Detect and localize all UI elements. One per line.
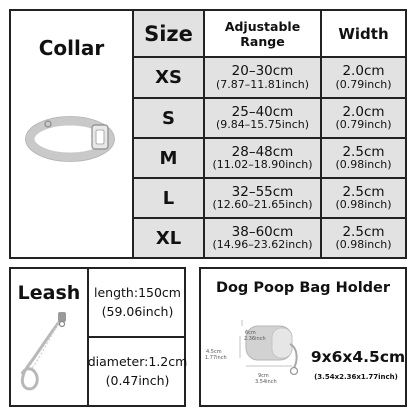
range-cm: 28–48cm — [231, 143, 294, 160]
width-inch: (0.98inch) — [335, 158, 392, 172]
range-cm: 25–40cm — [231, 103, 294, 120]
leash-length-cm: length:150cm — [94, 285, 181, 301]
bag-holder-title: Dog Poop Bag Holder — [215, 280, 391, 296]
width-cm: 2.0cm — [342, 103, 385, 120]
dim-depth-cm: 4.5cm — [206, 349, 222, 355]
width-cm: 2.5cm — [342, 223, 385, 240]
range-inch: (11.02–18.90inch) — [212, 158, 313, 172]
width-inch: (0.79inch) — [335, 118, 392, 132]
leash-ring — [60, 322, 65, 327]
size-cell: XL — [155, 227, 182, 249]
dim-depth-inch-label — [205, 355, 227, 361]
leash-rope-strand — [32, 318, 62, 368]
leash-length — [89, 269, 186, 336]
leash-title: Leash — [17, 282, 81, 304]
range-inch: (7.87–11.81inch) — [215, 77, 310, 91]
range-cell — [205, 179, 320, 217]
dim-height-inch-label — [244, 336, 266, 342]
leash-diameter — [89, 338, 186, 405]
width-cell — [322, 58, 405, 97]
bag-holder-dims-inch: (3.54x2.36x1.77inch) — [314, 373, 398, 381]
collar-title: Collar — [38, 36, 105, 60]
range-header: Adjustable Range — [224, 18, 301, 49]
collar-buckle-center — [96, 130, 104, 144]
bag-holder-face — [272, 328, 292, 358]
size-cell: L — [162, 187, 175, 209]
leash-length-inch: (59.06inch) — [101, 303, 174, 319]
range-inch: (12.60–21.65inch) — [212, 198, 313, 212]
range-inch: (9.84–15.75inch) — [215, 118, 310, 132]
width-cell — [322, 99, 405, 137]
range-inch: (14.96–23.62inch) — [212, 238, 313, 252]
dim-width-inch: 3.54inch — [255, 379, 277, 385]
leash-image — [14, 312, 84, 404]
size-cell: XS — [155, 67, 182, 88]
width-cell — [322, 139, 405, 177]
width-inch: (0.79inch) — [335, 77, 392, 91]
width-cm: 2.5cm — [342, 143, 385, 160]
dim-width-inch-label — [255, 379, 277, 385]
dim-height-cm: 6cm — [245, 330, 256, 336]
range-cell — [205, 139, 320, 177]
bag-holder-image — [232, 318, 312, 384]
collar-image — [22, 108, 122, 170]
range-cm: 38–60cm — [231, 223, 294, 240]
leash-diameter-inch: (0.47inch) — [105, 372, 170, 388]
range-cell — [205, 219, 320, 257]
leash-diameter-cm: diameter:1.2cm — [87, 354, 188, 370]
range-cell — [205, 58, 320, 97]
size-cell: M — [159, 147, 178, 169]
width-cm: 2.5cm — [342, 183, 385, 200]
range-cm: 32–55cm — [231, 183, 294, 200]
bag-holder-clip — [291, 368, 298, 375]
dim-width-cm: 9cm — [258, 373, 269, 379]
width-header: Width — [338, 24, 389, 43]
size-cell: S — [162, 107, 175, 129]
width-inch: (0.98inch) — [335, 198, 392, 212]
bag-holder-dims: 9x6x4.5cm — [310, 348, 406, 366]
width-cell — [322, 219, 405, 257]
dim-depth-inch: 1.77inch — [205, 355, 227, 361]
width-inch: (0.98inch) — [335, 238, 392, 252]
dim-height-inch: 2.36inch — [244, 336, 266, 342]
size-header: Size — [144, 21, 193, 46]
width-cell — [322, 179, 405, 217]
range-cell — [205, 99, 320, 137]
width-cm: 2.0cm — [342, 63, 385, 80]
range-cm: 20–30cm — [231, 63, 294, 80]
leash-clip — [58, 312, 66, 322]
